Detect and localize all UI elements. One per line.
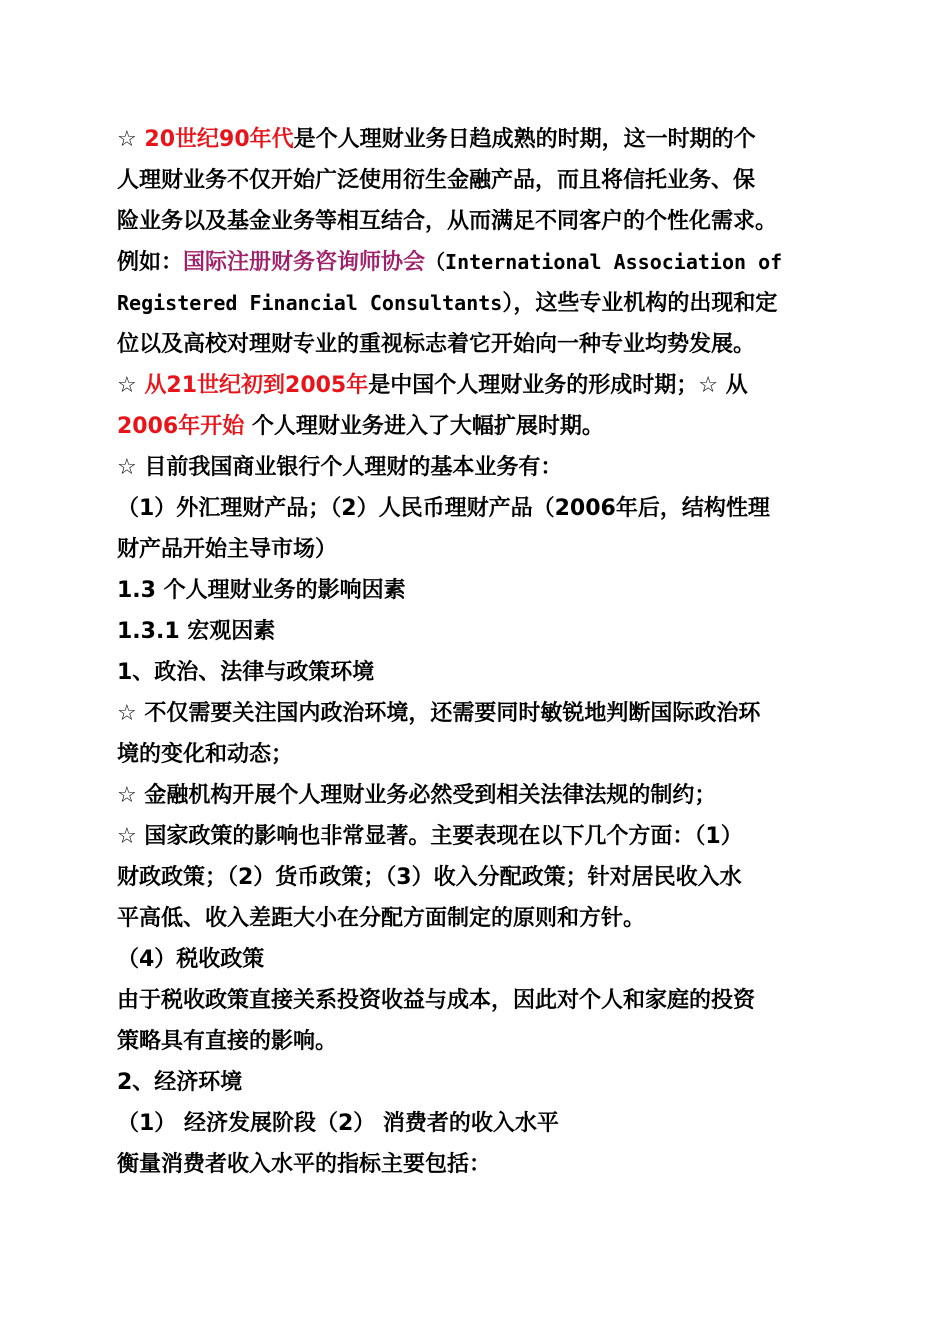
paragraph-line: 策略具有直接的影响。 <box>117 1029 338 1054</box>
paragraph-line <box>117 406 829 447</box>
body-text: 是个人理财业务日趋成熟的时期，这一时期的个 <box>293 127 756 152</box>
list-heading: 2、经济环境 <box>117 1070 243 1095</box>
paragraph-line <box>117 283 829 324</box>
paragraph-line: （1）外汇理财产品；（2）人民币理财产品（2006年后，结构性理 <box>117 496 770 521</box>
subsection-heading: 1.3.1 宏观因素 <box>117 619 276 644</box>
paragraph-line: ☆ 金融机构开展个人理财业务必然受到相关法律法规的制约； <box>117 783 717 808</box>
paragraph-line: 衡量消费者收入水平的指标主要包括： <box>117 1152 492 1177</box>
paragraph-line: 财政政策；（2）货币政策；（3）收入分配政策；针对居民收入水 <box>117 865 742 890</box>
section-heading: 1.3 个人理财业务的影响因素 <box>117 578 406 603</box>
english-name: （International Association of <box>425 250 783 274</box>
document-body <box>117 119 829 1185</box>
paragraph-line: ☆ 目前我国商业银行个人理财的基本业务有： <box>117 455 563 480</box>
organization-name: 国际注册财务咨询师协会 <box>183 250 426 275</box>
star-bullet: ☆ <box>117 373 145 398</box>
highlight-text: 从21世纪初到2005年 <box>144 373 369 398</box>
paragraph-line: 险业务以及基金业务等相互结合，从而满足不同客户的个性化需求。 <box>117 209 778 234</box>
paragraph-line: （4）税收政策 <box>117 947 265 972</box>
paragraph-line: 境的变化和动态； <box>117 742 294 767</box>
body-text: ），这些专业机构的出现和定 <box>502 291 778 316</box>
list-heading: 1、政治、法律与政策环境 <box>117 660 375 685</box>
paragraph-line: ☆ 国家政策的影响也非常显著。主要表现在以下几个方面：（1） <box>117 824 743 849</box>
english-name: Registered Financial Consultants <box>117 291 503 315</box>
highlight-text: 2006年开始 <box>117 414 245 439</box>
paragraph-line: 位以及高校对理财专业的重视标志着它开始向一种专业均势发展。 <box>117 332 756 357</box>
paragraph-line: （1） 经济发展阶段（2） 消费者的收入水平 <box>117 1111 559 1136</box>
paragraph-line: 由于税收政策直接关系投资收益与成本，因此对个人和家庭的投资 <box>117 988 756 1013</box>
body-text: 例如： <box>117 250 184 275</box>
paragraph-line <box>117 365 829 406</box>
paragraph-line: ☆ 不仅需要关注国内政治环境，还需要同时敏锐地判断国际政治环 <box>117 701 761 726</box>
body-text: 是中国个人理财业务的形成时期；☆ 从 <box>368 373 748 398</box>
paragraph-line: 平高低、收入差距大小在分配方面制定的原则和方针。 <box>117 906 646 931</box>
star-bullet: ☆ <box>117 127 145 152</box>
paragraph-line: 财产品开始主导市场） <box>117 537 338 562</box>
paragraph-line <box>117 119 829 160</box>
body-text: 个人理财业务进入了大幅扩展时期。 <box>244 414 604 439</box>
paragraph-line: 人理财业务不仅开始广泛使用衍生金融产品，而且将信托业务、保 <box>117 168 756 193</box>
highlight-text: 20世纪90年代 <box>144 127 294 152</box>
paragraph-line <box>117 242 829 283</box>
